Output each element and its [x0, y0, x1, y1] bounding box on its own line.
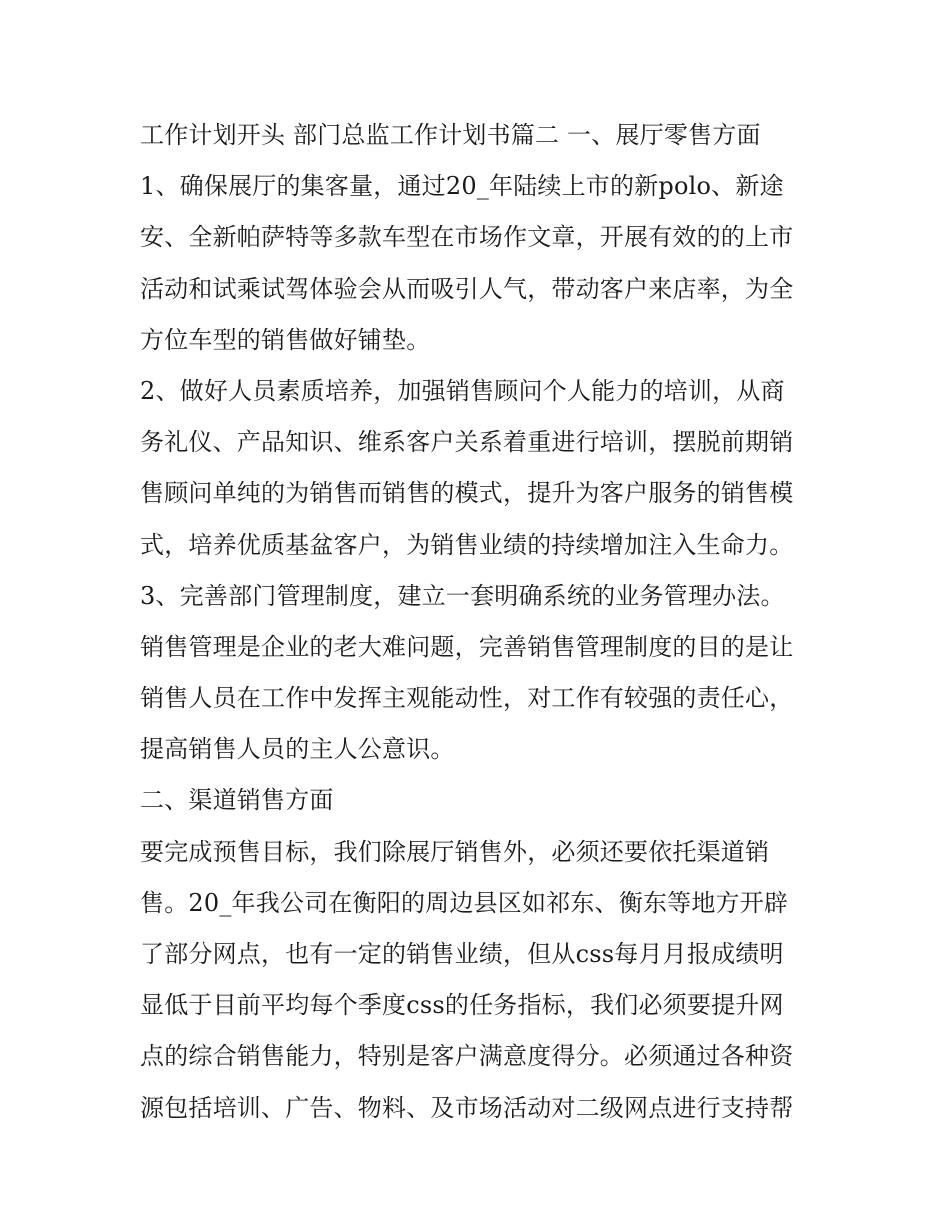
text-line-title: 工作计划开头 部门总监工作计划书篇二 一、展厅零售方面 [140, 121, 761, 149]
text-line: 3、完善部门管理制度，建立一套明确系统的业务管理办法。 [140, 581, 785, 610]
text-line: 了部分网点，也有一定的销售业绩，但从css每月月报成绩明 [140, 940, 784, 968]
text-line: 销售人员在工作中发挥主观能动性，对工作有较强的责任心， [140, 684, 794, 713]
text-line: 点的综合销售能力，特别是客户满意度得分。必须通过各种资 [140, 1042, 794, 1071]
text-line: 源包括培训、广告、物料、及市场活动对二级网点进行支持帮 [140, 1093, 794, 1122]
text-line: 要完成预售目标，我们除展厅销售外，必须还要依托渠道销 [140, 837, 770, 866]
text-line: 显低于目前平均每个季度css的任务指标，我们必须要提升网 [140, 991, 784, 1020]
text-line: 售。20_年我公司在衡阳的周边县区如祁东、衡东等地方开辟 [140, 888, 789, 917]
text-line: 销售管理是企业的老大难问题，完善销售管理制度的目的是让 [140, 632, 794, 661]
text-line: 活动和试乘试驾体验会从而吸引人气，带动客户来店率，为全 [140, 274, 794, 303]
section-heading: 二、渠道销售方面 [140, 786, 334, 815]
text-line: 2、做好人员素质培养，加强销售顾问个人能力的培训，从商 [140, 376, 785, 405]
text-line: 1、确保展厅的集客量，通过20_年陆续上市的新polo、新途 [140, 172, 784, 201]
document-body [140, 110, 830, 1134]
text-line: 式，培养优质基盆客户，为销售业绩的持续增加注入生命力。 [140, 530, 794, 559]
text-line: 务礼仪、产品知识、维系客户关系着重进行培训，摆脱前期销 [140, 428, 794, 457]
text-line: 售顾问单纯的为销售而销售的模式，提升为客户服务的销售模 [140, 479, 794, 508]
text-line: 方位车型的销售做好铺垫。 [140, 325, 431, 354]
text-line: 提高销售人员的主人公意识。 [140, 735, 455, 764]
text-line: 安、全新帕萨特等多款车型在市场作文章，开展有效的的上市 [140, 223, 794, 252]
